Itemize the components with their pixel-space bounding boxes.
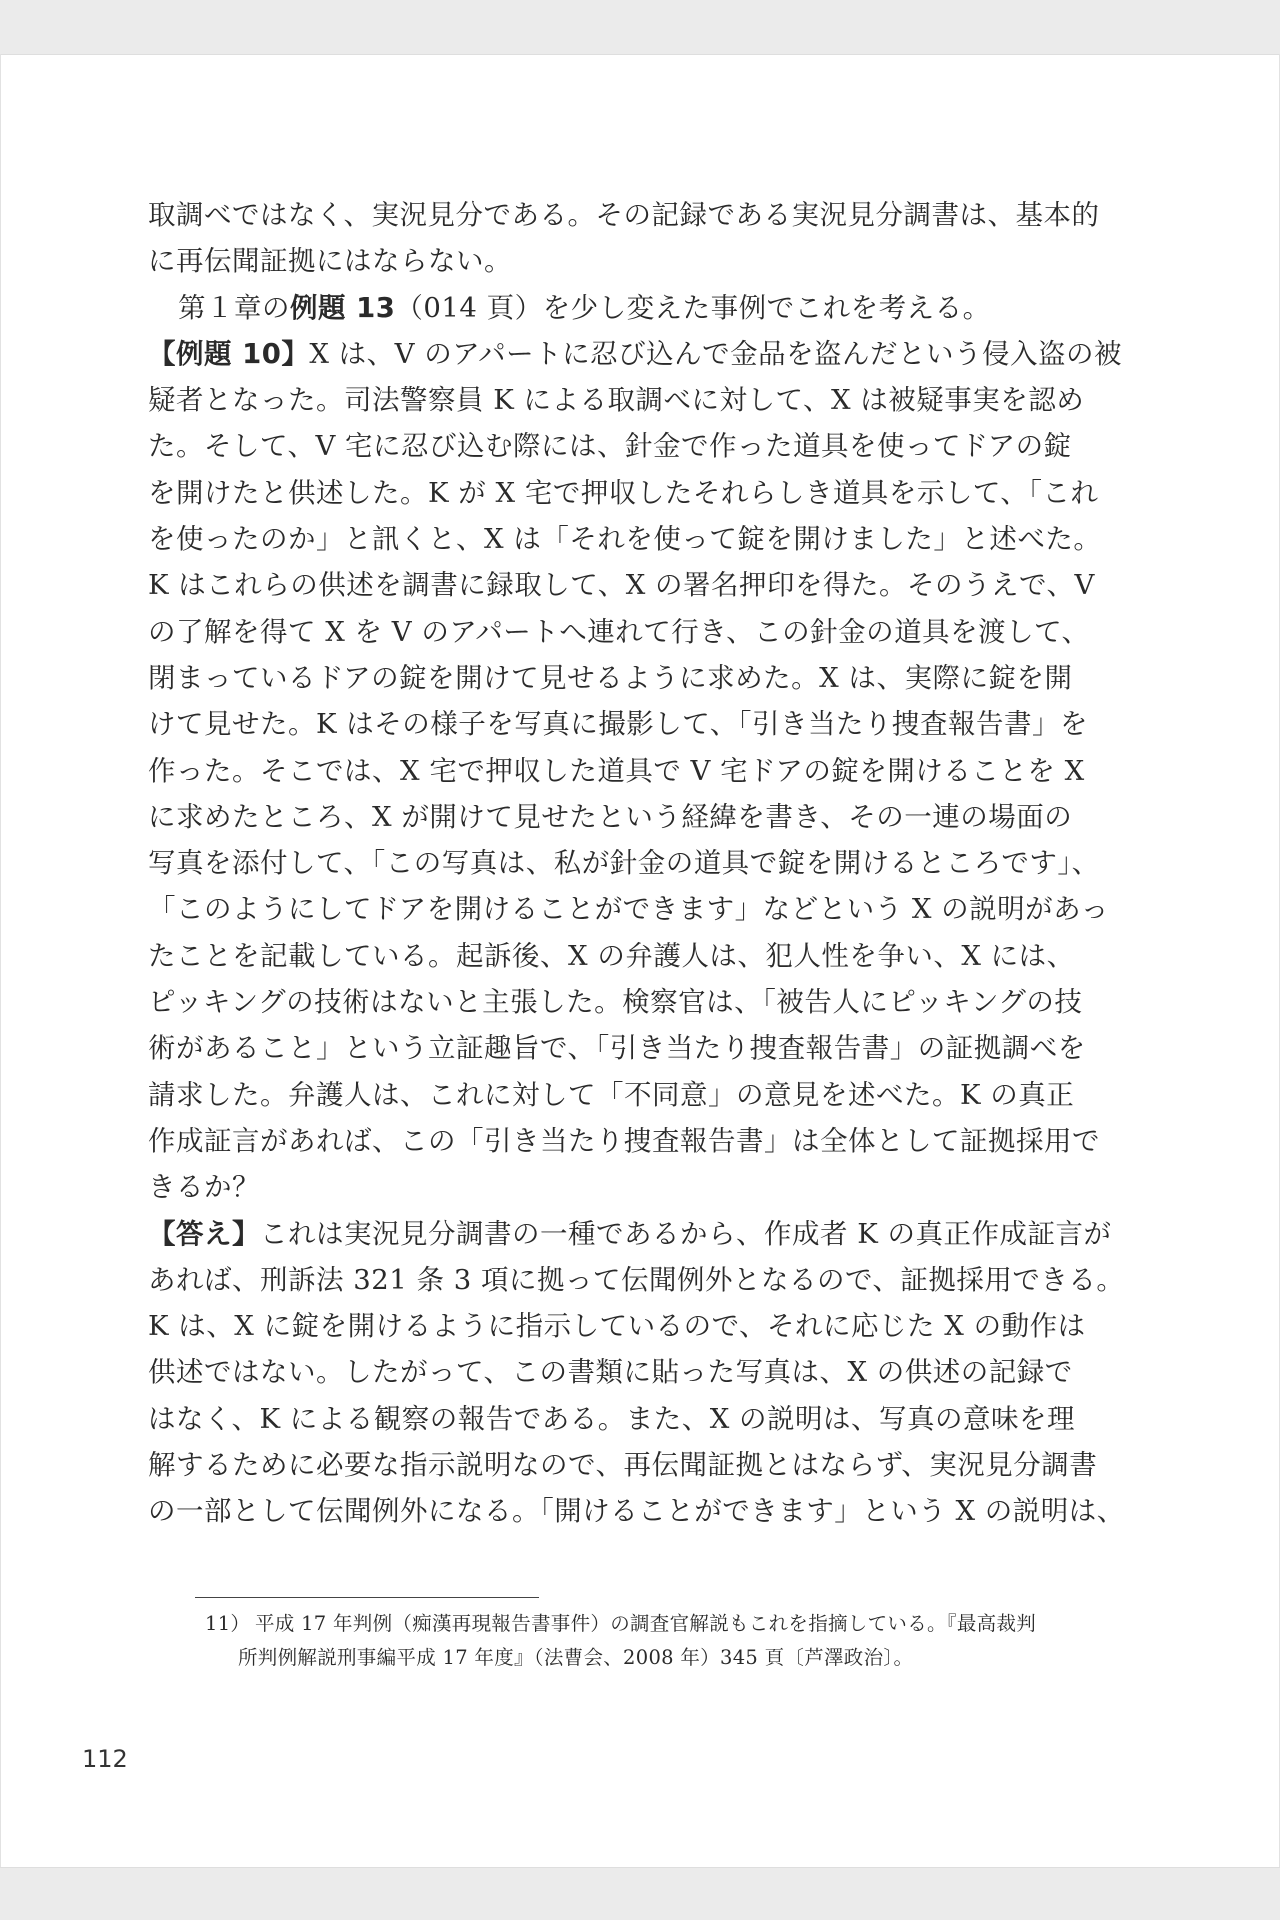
example-line: 請求した。弁護人は、これに対して「不同意」の意見を述べた。K の真正 bbox=[148, 1078, 1075, 1111]
example-reference: 例題 13 bbox=[290, 291, 396, 324]
footnote bbox=[205, 1607, 1125, 1675]
page-left-edge bbox=[0, 54, 1, 1868]
page-number: 112 bbox=[82, 1745, 128, 1773]
body-line: 取調べではなく、実況見分である。その記録である実況見分調書は、基本的 bbox=[148, 199, 1100, 231]
intro-suffix: （014 頁）を少し変えた事例でこれを考える。 bbox=[395, 291, 991, 324]
example-line: の了解を得て X を V のアパートへ連れて行き、この針金の道具を渡して、 bbox=[148, 615, 1090, 648]
example-line: 写真を添付して、「この写真は、私が針金の道具で錠を開けるところです」、 bbox=[148, 847, 1100, 880]
answer-line: K は、X に錠を開けるように指示しているので、それに応じた X の動作は bbox=[148, 1310, 1086, 1343]
example-line: 疑者となった。司法警察員 K による取調べに対して、X は被疑事実を認め bbox=[148, 384, 1085, 417]
answer-line: の一部として伝聞例外になる。「開けることができます」という X の説明は、 bbox=[148, 1495, 1125, 1528]
example-line: を開けたと供述した。K が X 宅で押収したそれらしき道具を示して、「これ bbox=[148, 476, 1099, 509]
example-line: けて見せた。K はその様子を写真に撮影して、「引き当たり捜査報告書」を bbox=[148, 708, 1088, 741]
viewer-top-bar bbox=[0, 0, 1280, 55]
example-first-line: X は、V のアパートに忍び込んで金品を盗んだという侵入盗の被 bbox=[309, 337, 1123, 370]
viewer-bottom-bar bbox=[0, 1867, 1280, 1920]
footnote-line: 所判例解説刑事編平成 17 年度』（法曹会、2008 年）345 頁〔芦澤政治〕。 bbox=[238, 1646, 914, 1669]
example-line: K はこれらの供述を調書に録取して、X の署名押印を得た。そのうえで、V bbox=[148, 569, 1095, 602]
answer-line: あれば、刑訴法 321 条 3 項に拠って伝聞例外となるので、証拠採用できる。 bbox=[148, 1263, 1125, 1296]
example-line: 閉まっているドアの錠を開けて見せるように求めた。X は、実際に錠を開 bbox=[148, 661, 1073, 694]
example-line: を使ったのか」と訊くと、X は「それを使って錠を開けました」と述べた。 bbox=[148, 523, 1102, 556]
footnote-divider bbox=[195, 1597, 539, 1598]
example-line: きるか？ bbox=[148, 1171, 260, 1204]
answer-line: はなく、K による観察の報告である。また、X の説明は、写真の意味を理 bbox=[148, 1402, 1076, 1435]
example-line: ピッキングの技術はないと主張した。検察官は、「被告人にピッキングの技 bbox=[148, 986, 1083, 1019]
intro-prefix: 第１章の bbox=[178, 291, 290, 324]
example-line: 「このようにしてドアを開けることができます」などという X の説明があっ bbox=[148, 893, 1109, 926]
answer-line: 解するために必要な指示説明なので、再伝聞証拠とはならず、実況見分調書 bbox=[148, 1449, 1098, 1482]
example-label: 【例題 10】 bbox=[148, 337, 310, 370]
page-body-text bbox=[148, 192, 1125, 1535]
example-heading-line bbox=[148, 331, 1123, 377]
intro-paragraph bbox=[148, 285, 1120, 331]
example-line: た。そして、V 宅に忍び込む際には、針金で作った道具を使ってドアの錠 bbox=[148, 430, 1072, 463]
footnote-text: 平成 17 年判例（痴漢再現報告書事件）の調査官解説もこれを指摘している。『最高裁判 bbox=[255, 1612, 1037, 1635]
example-line: 術があること」という立証趣旨で、「引き当たり捜査報告書」の証拠調べを bbox=[148, 1032, 1086, 1065]
example-line: 作成証言があれば、この「引き当たり捜査報告書」は全体として証拠採用で bbox=[148, 1124, 1100, 1157]
example-line: に求めたところ、X が開けて見せたという経緯を書き、その一連の場面の bbox=[148, 800, 1073, 833]
body-line: に再伝聞証拠にはならない。 bbox=[148, 245, 512, 278]
footnote-line bbox=[205, 1607, 1125, 1641]
example-line: たことを記載している。起訴後、X の弁護人は、犯人性を争い、X には、 bbox=[148, 939, 1075, 972]
example-line: 作った。そこでは、X 宅で押収した道具で V 宅ドアの錠を開けることを X bbox=[148, 754, 1085, 787]
answer-line: 供述ではない。したがって、この書類に貼った写真は、X の供述の記録で bbox=[148, 1356, 1073, 1389]
answer-label: 【答え】 bbox=[148, 1217, 260, 1250]
answer-first-line: これは実況見分調書の一種であるから、作成者 K の真正作成証言が bbox=[260, 1217, 1112, 1250]
footnote-mark: 11） bbox=[205, 1612, 251, 1635]
answer-heading-line bbox=[148, 1211, 1120, 1257]
